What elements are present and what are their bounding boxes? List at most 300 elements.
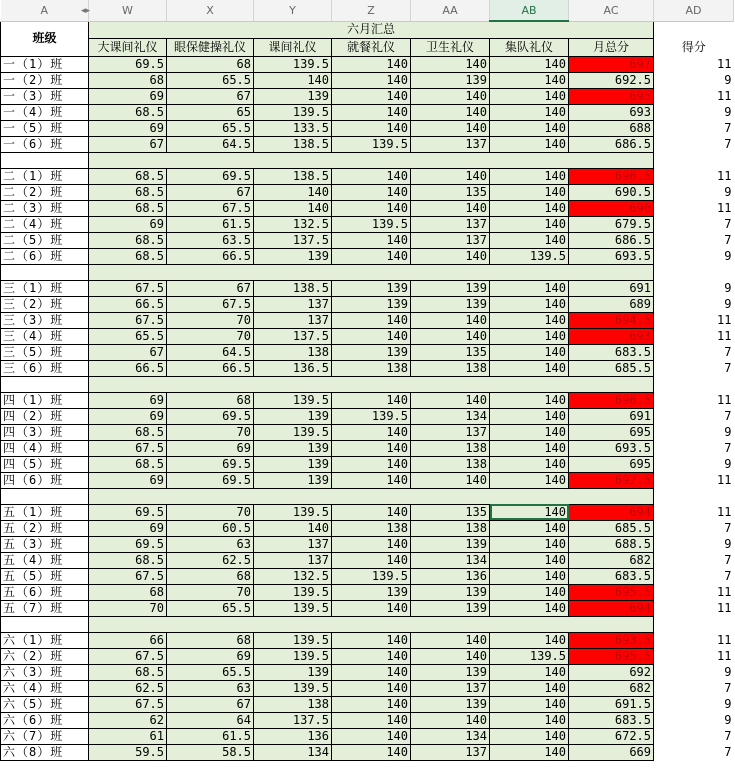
- column-header-x[interactable]: X: [167, 0, 254, 21]
- queue-cell[interactable]: 140: [490, 296, 569, 312]
- class-break-cell[interactable]: 137: [254, 296, 332, 312]
- class-break-cell[interactable]: 140: [254, 184, 332, 200]
- eye-exercise-cell[interactable]: 67: [167, 184, 254, 200]
- class-cell[interactable]: 六（6）班: [1, 712, 89, 728]
- dining-cell[interactable]: 140: [332, 328, 411, 344]
- hygiene-cell[interactable]: 139: [411, 536, 490, 552]
- monthly-total-cell[interactable]: 693.5: [569, 248, 654, 264]
- hygiene-cell[interactable]: 140: [411, 712, 490, 728]
- big-break-cell[interactable]: 66.5: [89, 296, 167, 312]
- queue-cell[interactable]: 140: [490, 424, 569, 440]
- queue-cell[interactable]: 140: [490, 712, 569, 728]
- big-break-cell[interactable]: 68.5: [89, 200, 167, 216]
- big-break-cell[interactable]: 66: [89, 632, 167, 648]
- score-cell[interactable]: 11: [654, 504, 734, 520]
- class-cell[interactable]: 六（4）班: [1, 680, 89, 696]
- score-cell[interactable]: 7: [654, 744, 734, 760]
- class-break-cell[interactable]: 139: [254, 88, 332, 104]
- score-cell[interactable]: 7: [654, 344, 734, 360]
- big-break-cell[interactable]: 67: [89, 344, 167, 360]
- dining-cell[interactable]: 140: [332, 712, 411, 728]
- score-cell[interactable]: 9: [654, 424, 734, 440]
- dining-cell[interactable]: 140: [332, 424, 411, 440]
- queue-cell[interactable]: 140: [490, 680, 569, 696]
- class-break-cell[interactable]: 137: [254, 312, 332, 328]
- class-cell[interactable]: 五（1）班: [1, 504, 89, 520]
- separator-cell[interactable]: [89, 264, 654, 280]
- class-break-cell[interactable]: 133.5: [254, 120, 332, 136]
- hygiene-cell[interactable]: 140: [411, 328, 490, 344]
- dining-cell[interactable]: 140: [332, 200, 411, 216]
- big-break-cell[interactable]: 67: [89, 136, 167, 152]
- class-break-cell[interactable]: 139.5: [254, 424, 332, 440]
- hygiene-cell[interactable]: 134: [411, 408, 490, 424]
- score-cell[interactable]: [654, 616, 734, 632]
- class-break-cell[interactable]: 139: [254, 440, 332, 456]
- monthly-total-cell[interactable]: 694: [569, 600, 654, 616]
- queue-cell[interactable]: 140: [490, 520, 569, 536]
- dining-cell[interactable]: 140: [332, 456, 411, 472]
- score-cell[interactable]: 7: [654, 216, 734, 232]
- monthly-total-cell[interactable]: 692: [569, 664, 654, 680]
- big-break-cell[interactable]: 69: [89, 408, 167, 424]
- score-cell[interactable]: 7: [654, 360, 734, 376]
- monthly-total-cell[interactable]: 685.5: [569, 360, 654, 376]
- class-cell[interactable]: 五（3）班: [1, 536, 89, 552]
- big-break-cell[interactable]: 69.5: [89, 536, 167, 552]
- class-break-cell[interactable]: 132.5: [254, 216, 332, 232]
- queue-cell[interactable]: 140: [490, 600, 569, 616]
- hygiene-cell[interactable]: 140: [411, 104, 490, 120]
- class-cell[interactable]: [1, 152, 89, 168]
- monthly-total-cell[interactable]: 693.5: [569, 440, 654, 456]
- queue-cell[interactable]: 140: [490, 280, 569, 296]
- score-cell[interactable]: 9: [654, 536, 734, 552]
- dining-cell[interactable]: 140: [332, 680, 411, 696]
- eye-exercise-cell[interactable]: 61.5: [167, 216, 254, 232]
- class-break-cell[interactable]: 137.5: [254, 328, 332, 344]
- class-break-cell[interactable]: 139.5: [254, 680, 332, 696]
- class-cell[interactable]: 一（3）班: [1, 88, 89, 104]
- class-break-cell[interactable]: 138.5: [254, 136, 332, 152]
- monthly-total-cell[interactable]: 683.5: [569, 568, 654, 584]
- score-cell[interactable]: 11: [654, 328, 734, 344]
- big-break-cell[interactable]: 59.5: [89, 744, 167, 760]
- eye-exercise-cell[interactable]: 64: [167, 712, 254, 728]
- queue-cell[interactable]: 140: [490, 72, 569, 88]
- dining-cell[interactable]: 140: [332, 664, 411, 680]
- class-cell[interactable]: 二（5）班: [1, 232, 89, 248]
- queue-cell[interactable]: 140: [490, 216, 569, 232]
- score-cell[interactable]: [654, 152, 734, 168]
- queue-cell[interactable]: 140: [490, 664, 569, 680]
- dining-cell[interactable]: 140: [332, 504, 411, 520]
- queue-cell[interactable]: 140: [490, 184, 569, 200]
- monthly-total-cell[interactable]: 697.5: [569, 472, 654, 488]
- big-break-cell[interactable]: 68.5: [89, 248, 167, 264]
- dining-cell[interactable]: 139.5: [332, 216, 411, 232]
- eye-exercise-cell[interactable]: 58.5: [167, 744, 254, 760]
- hygiene-cell[interactable]: 138: [411, 360, 490, 376]
- dining-cell[interactable]: 140: [332, 632, 411, 648]
- class-cell[interactable]: 四（2）班: [1, 408, 89, 424]
- monthly-total-cell[interactable]: 686.5: [569, 232, 654, 248]
- hygiene-cell[interactable]: 140: [411, 632, 490, 648]
- score-cell[interactable]: 7: [654, 728, 734, 744]
- sheet-title[interactable]: 六月汇总: [89, 21, 654, 38]
- class-cell[interactable]: 二（2）班: [1, 184, 89, 200]
- class-cell[interactable]: 三（1）班: [1, 280, 89, 296]
- class-break-cell[interactable]: 139: [254, 664, 332, 680]
- hygiene-cell[interactable]: 140: [411, 392, 490, 408]
- hygiene-cell[interactable]: 137: [411, 136, 490, 152]
- eye-exercise-cell[interactable]: 69.5: [167, 456, 254, 472]
- big-break-cell[interactable]: 69: [89, 88, 167, 104]
- monthly-total-cell[interactable]: 697: [569, 56, 654, 72]
- class-cell[interactable]: [1, 616, 89, 632]
- monthly-total-cell[interactable]: 696.5: [569, 392, 654, 408]
- class-header[interactable]: 班级: [1, 21, 89, 56]
- big-break-cell[interactable]: 68.5: [89, 168, 167, 184]
- score-cell[interactable]: 7: [654, 440, 734, 456]
- score-cell[interactable]: 7: [654, 136, 734, 152]
- separator-cell[interactable]: [89, 152, 654, 168]
- dining-cell[interactable]: 140: [332, 168, 411, 184]
- class-break-cell[interactable]: 140: [254, 72, 332, 88]
- queue-cell[interactable]: 139.5: [490, 248, 569, 264]
- hygiene-cell[interactable]: 139: [411, 696, 490, 712]
- class-cell[interactable]: 三（2）班: [1, 296, 89, 312]
- score-cell[interactable]: 9: [654, 712, 734, 728]
- eye-exercise-cell[interactable]: 69.5: [167, 472, 254, 488]
- big-break-cell[interactable]: 67.5: [89, 440, 167, 456]
- column-header-w[interactable]: W: [89, 0, 167, 21]
- score-cell[interactable]: 7: [654, 680, 734, 696]
- score-cell[interactable]: [654, 488, 734, 504]
- big-break-cell[interactable]: 68: [89, 72, 167, 88]
- big-break-cell[interactable]: 62.5: [89, 680, 167, 696]
- header-big-break[interactable]: 大课间礼仪: [89, 38, 167, 56]
- queue-cell[interactable]: 140: [490, 536, 569, 552]
- eye-exercise-cell[interactable]: 66.5: [167, 360, 254, 376]
- eye-exercise-cell[interactable]: 69: [167, 440, 254, 456]
- eye-exercise-cell[interactable]: 63.5: [167, 232, 254, 248]
- queue-cell[interactable]: 140: [490, 312, 569, 328]
- big-break-cell[interactable]: 66.5: [89, 360, 167, 376]
- column-header-ab[interactable]: AB: [490, 0, 569, 21]
- queue-cell[interactable]: 140: [490, 120, 569, 136]
- hygiene-cell[interactable]: 140: [411, 168, 490, 184]
- monthly-total-cell[interactable]: 691.5: [569, 696, 654, 712]
- dining-cell[interactable]: 140: [332, 120, 411, 136]
- big-break-cell[interactable]: 68.5: [89, 232, 167, 248]
- queue-cell[interactable]: 140: [490, 568, 569, 584]
- class-break-cell[interactable]: 139.5: [254, 104, 332, 120]
- hygiene-cell[interactable]: 140: [411, 56, 490, 72]
- class-cell[interactable]: 五（7）班: [1, 600, 89, 616]
- big-break-cell[interactable]: 67.5: [89, 648, 167, 664]
- score-cell[interactable]: 7: [654, 120, 734, 136]
- big-break-cell[interactable]: 67.5: [89, 696, 167, 712]
- class-cell[interactable]: 五（4）班: [1, 552, 89, 568]
- hygiene-cell[interactable]: 139: [411, 664, 490, 680]
- class-break-cell[interactable]: 139: [254, 456, 332, 472]
- eye-exercise-cell[interactable]: 67: [167, 88, 254, 104]
- queue-cell[interactable]: 140: [490, 232, 569, 248]
- class-break-cell[interactable]: 140: [254, 520, 332, 536]
- dining-cell[interactable]: 140: [332, 248, 411, 264]
- queue-cell[interactable]: 140: [490, 88, 569, 104]
- class-cell[interactable]: 三（5）班: [1, 344, 89, 360]
- hygiene-cell[interactable]: 138: [411, 456, 490, 472]
- hygiene-cell[interactable]: 138: [411, 520, 490, 536]
- monthly-total-cell[interactable]: 694.5: [569, 312, 654, 328]
- header-class-break[interactable]: 课间礼仪: [254, 38, 332, 56]
- eye-exercise-cell[interactable]: 64.5: [167, 344, 254, 360]
- hygiene-cell[interactable]: 137: [411, 424, 490, 440]
- class-break-cell[interactable]: 140: [254, 200, 332, 216]
- eye-exercise-cell[interactable]: 65.5: [167, 664, 254, 680]
- queue-cell[interactable]: 140: [490, 728, 569, 744]
- class-cell[interactable]: [1, 264, 89, 280]
- hygiene-cell[interactable]: 139: [411, 296, 490, 312]
- eye-exercise-cell[interactable]: 68: [167, 56, 254, 72]
- class-break-cell[interactable]: 139: [254, 472, 332, 488]
- class-break-cell[interactable]: 139.5: [254, 584, 332, 600]
- monthly-total-cell[interactable]: 695: [569, 456, 654, 472]
- eye-exercise-cell[interactable]: 65.5: [167, 72, 254, 88]
- eye-exercise-cell[interactable]: 65: [167, 104, 254, 120]
- big-break-cell[interactable]: 68.5: [89, 664, 167, 680]
- class-cell[interactable]: 四（6）班: [1, 472, 89, 488]
- header-queue[interactable]: 集队礼仪: [490, 38, 569, 56]
- queue-cell[interactable]: 140: [490, 504, 569, 520]
- queue-cell[interactable]: 140: [490, 136, 569, 152]
- dining-cell[interactable]: 140: [332, 440, 411, 456]
- dining-cell[interactable]: 139: [332, 344, 411, 360]
- dining-cell[interactable]: 139: [332, 584, 411, 600]
- score-cell[interactable]: [654, 264, 734, 280]
- queue-cell[interactable]: 140: [490, 56, 569, 72]
- big-break-cell[interactable]: 65.5: [89, 328, 167, 344]
- dining-cell[interactable]: 140: [332, 184, 411, 200]
- big-break-cell[interactable]: 69.5: [89, 56, 167, 72]
- column-header-y[interactable]: Y: [254, 0, 332, 21]
- big-break-cell[interactable]: 69: [89, 120, 167, 136]
- queue-cell[interactable]: 140: [490, 200, 569, 216]
- class-break-cell[interactable]: 139.5: [254, 600, 332, 616]
- separator-cell[interactable]: [89, 376, 654, 392]
- monthly-total-cell[interactable]: 696: [569, 200, 654, 216]
- class-cell[interactable]: 二（6）班: [1, 248, 89, 264]
- monthly-total-cell[interactable]: 695.5: [569, 584, 654, 600]
- queue-cell[interactable]: 140: [490, 408, 569, 424]
- hygiene-cell[interactable]: 137: [411, 232, 490, 248]
- column-header-z[interactable]: Z: [332, 0, 411, 21]
- class-cell[interactable]: 二（4）班: [1, 216, 89, 232]
- score-cell[interactable]: 11: [654, 472, 734, 488]
- big-break-cell[interactable]: 67.5: [89, 280, 167, 296]
- big-break-cell[interactable]: 68: [89, 584, 167, 600]
- queue-cell[interactable]: 140: [490, 584, 569, 600]
- header-dining[interactable]: 就餐礼仪: [332, 38, 411, 56]
- score-cell[interactable]: 9: [654, 104, 734, 120]
- class-cell[interactable]: 四（5）班: [1, 456, 89, 472]
- score-cell[interactable]: 7: [654, 232, 734, 248]
- hygiene-cell[interactable]: 140: [411, 248, 490, 264]
- score-cell[interactable]: 11: [654, 200, 734, 216]
- class-break-cell[interactable]: 139.5: [254, 632, 332, 648]
- dining-cell[interactable]: 139.5: [332, 408, 411, 424]
- score-cell[interactable]: 9: [654, 248, 734, 264]
- dining-cell[interactable]: 140: [332, 104, 411, 120]
- big-break-cell[interactable]: 69.5: [89, 504, 167, 520]
- monthly-total-cell[interactable]: 696.5: [569, 168, 654, 184]
- dining-cell[interactable]: 139: [332, 280, 411, 296]
- score-header-blank[interactable]: [654, 21, 734, 38]
- score-cell[interactable]: 9: [654, 280, 734, 296]
- class-break-cell[interactable]: 136.5: [254, 360, 332, 376]
- eye-exercise-cell[interactable]: 70: [167, 584, 254, 600]
- monthly-total-cell[interactable]: 688: [569, 120, 654, 136]
- monthly-total-cell[interactable]: 682: [569, 680, 654, 696]
- queue-cell[interactable]: 140: [490, 744, 569, 760]
- hygiene-cell[interactable]: 140: [411, 472, 490, 488]
- header-hygiene[interactable]: 卫生礼仪: [411, 38, 490, 56]
- score-cell[interactable]: 11: [654, 88, 734, 104]
- hygiene-cell[interactable]: 137: [411, 744, 490, 760]
- hygiene-cell[interactable]: 139: [411, 584, 490, 600]
- dining-cell[interactable]: 140: [332, 552, 411, 568]
- monthly-total-cell[interactable]: 694: [569, 504, 654, 520]
- big-break-cell[interactable]: 69: [89, 392, 167, 408]
- hygiene-cell[interactable]: 137: [411, 680, 490, 696]
- class-break-cell[interactable]: 139.5: [254, 56, 332, 72]
- monthly-total-cell[interactable]: 693.5: [569, 632, 654, 648]
- class-break-cell[interactable]: 134: [254, 744, 332, 760]
- hygiene-cell[interactable]: 139: [411, 600, 490, 616]
- score-cell[interactable]: [654, 376, 734, 392]
- monthly-total-cell[interactable]: 685.5: [569, 520, 654, 536]
- dining-cell[interactable]: 140: [332, 88, 411, 104]
- class-cell[interactable]: 六（8）班: [1, 744, 89, 760]
- monthly-total-cell[interactable]: 669: [569, 744, 654, 760]
- class-break-cell[interactable]: 138.5: [254, 280, 332, 296]
- dining-cell[interactable]: 140: [332, 232, 411, 248]
- dining-cell[interactable]: 140: [332, 744, 411, 760]
- big-break-cell[interactable]: 67.5: [89, 312, 167, 328]
- dining-cell[interactable]: 140: [332, 536, 411, 552]
- class-cell[interactable]: 一（4）班: [1, 104, 89, 120]
- queue-cell[interactable]: 140: [490, 344, 569, 360]
- hygiene-cell[interactable]: 135: [411, 504, 490, 520]
- eye-exercise-cell[interactable]: 63: [167, 680, 254, 696]
- class-cell[interactable]: 六（2）班: [1, 648, 89, 664]
- class-cell[interactable]: 二（1）班: [1, 168, 89, 184]
- column-header-ad[interactable]: AD: [654, 0, 734, 21]
- queue-cell[interactable]: 140: [490, 440, 569, 456]
- class-cell[interactable]: 一（6）班: [1, 136, 89, 152]
- class-break-cell[interactable]: 139.5: [254, 648, 332, 664]
- monthly-total-cell[interactable]: 695: [569, 424, 654, 440]
- monthly-total-cell[interactable]: 688.5: [569, 536, 654, 552]
- big-break-cell[interactable]: 69: [89, 216, 167, 232]
- dining-cell[interactable]: 140: [332, 312, 411, 328]
- big-break-cell[interactable]: 68.5: [89, 184, 167, 200]
- score-cell[interactable]: 11: [654, 648, 734, 664]
- class-break-cell[interactable]: 137: [254, 536, 332, 552]
- separator-cell[interactable]: [89, 616, 654, 632]
- dining-cell[interactable]: 140: [332, 56, 411, 72]
- dining-cell[interactable]: 140: [332, 600, 411, 616]
- eye-exercise-cell[interactable]: 67: [167, 280, 254, 296]
- score-cell[interactable]: 11: [654, 312, 734, 328]
- header-eye-exercise[interactable]: 眼保健操礼仪: [167, 38, 254, 56]
- hygiene-cell[interactable]: 138: [411, 440, 490, 456]
- dining-cell[interactable]: 140: [332, 696, 411, 712]
- class-break-cell[interactable]: 139: [254, 408, 332, 424]
- hygiene-cell[interactable]: 140: [411, 312, 490, 328]
- hygiene-cell[interactable]: 137: [411, 216, 490, 232]
- eye-exercise-cell[interactable]: 60.5: [167, 520, 254, 536]
- eye-exercise-cell[interactable]: 66.5: [167, 248, 254, 264]
- column-header-aa[interactable]: AA: [411, 0, 490, 21]
- queue-cell[interactable]: 140: [490, 392, 569, 408]
- class-break-cell[interactable]: 138: [254, 344, 332, 360]
- score-cell[interactable]: 11: [654, 632, 734, 648]
- eye-exercise-cell[interactable]: 68: [167, 392, 254, 408]
- column-header-ac[interactable]: AC: [569, 0, 654, 21]
- hygiene-cell[interactable]: 139: [411, 280, 490, 296]
- queue-cell[interactable]: 139.5: [490, 648, 569, 664]
- hygiene-cell[interactable]: 139: [411, 72, 490, 88]
- column-header-a[interactable]: A ◂▸: [1, 0, 89, 21]
- dining-cell[interactable]: 140: [332, 392, 411, 408]
- hygiene-cell[interactable]: 135: [411, 344, 490, 360]
- monthly-total-cell[interactable]: 693: [569, 328, 654, 344]
- class-cell[interactable]: 一（5）班: [1, 120, 89, 136]
- big-break-cell[interactable]: 68.5: [89, 456, 167, 472]
- eye-exercise-cell[interactable]: 67.5: [167, 296, 254, 312]
- score-cell[interactable]: 7: [654, 552, 734, 568]
- monthly-total-cell[interactable]: 682: [569, 552, 654, 568]
- monthly-total-cell[interactable]: 683.5: [569, 344, 654, 360]
- queue-cell[interactable]: 140: [490, 104, 569, 120]
- dining-cell[interactable]: 140: [332, 648, 411, 664]
- dining-cell[interactable]: 140: [332, 728, 411, 744]
- header-monthly-total[interactable]: 月总分: [569, 38, 654, 56]
- monthly-total-cell[interactable]: 683.5: [569, 712, 654, 728]
- hygiene-cell[interactable]: 140: [411, 120, 490, 136]
- class-cell[interactable]: 六（7）班: [1, 728, 89, 744]
- class-cell[interactable]: 五（5）班: [1, 568, 89, 584]
- class-cell[interactable]: [1, 376, 89, 392]
- dining-cell[interactable]: 140: [332, 472, 411, 488]
- monthly-total-cell[interactable]: 679.5: [569, 216, 654, 232]
- class-break-cell[interactable]: 132.5: [254, 568, 332, 584]
- hygiene-cell[interactable]: 135: [411, 184, 490, 200]
- big-break-cell[interactable]: 69: [89, 520, 167, 536]
- score-cell[interactable]: 11: [654, 600, 734, 616]
- queue-cell[interactable]: 140: [490, 456, 569, 472]
- dining-cell[interactable]: 139.5: [332, 136, 411, 152]
- dining-cell[interactable]: 139.5: [332, 568, 411, 584]
- big-break-cell[interactable]: 70: [89, 600, 167, 616]
- score-cell[interactable]: 11: [654, 168, 734, 184]
- eye-exercise-cell[interactable]: 69: [167, 648, 254, 664]
- big-break-cell[interactable]: 68.5: [89, 104, 167, 120]
- class-cell[interactable]: [1, 488, 89, 504]
